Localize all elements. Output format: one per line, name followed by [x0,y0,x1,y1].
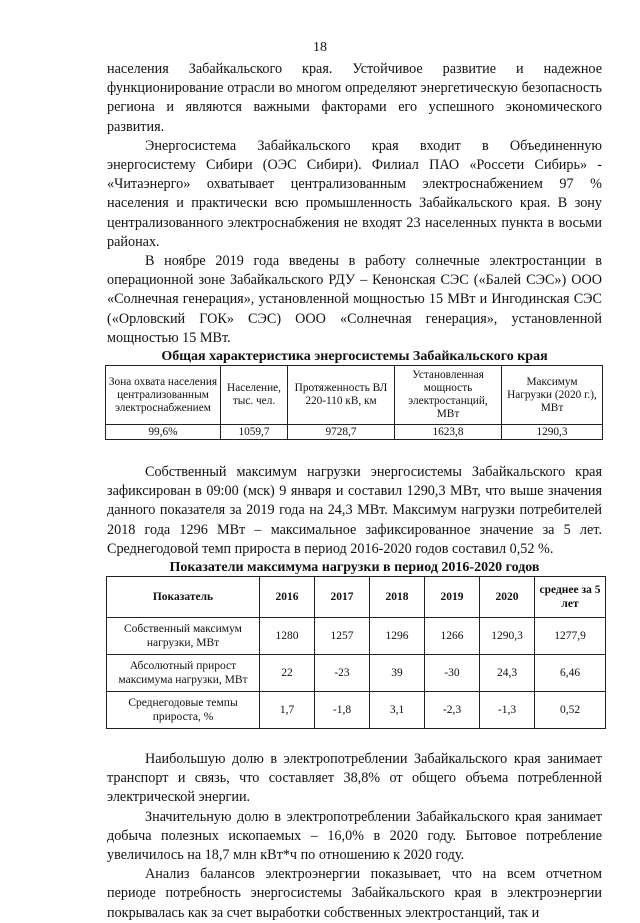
paragraph: Собственный максимум нагрузки энергосистемы Забайкальского края зафиксирован в 09:00 (мск) 9 января и составил 1290,3 МВт, что выше значения данного показателя за 2019 года на 24,3 МВт. Максимум нагрузки потребителей 2018 года 1296 МВт – максимальное зафиксированное значение за 5 лет. Среднегодовой темп прироста в период 2016-2020 годов составил 0,52 %. [107,464,602,557]
table-cell: 1290,3 [502,425,603,440]
table-row [106,425,603,440]
table-cell: 6,46 [535,655,606,692]
column-header: среднее за 5 лет [535,577,606,618]
table-row [107,655,606,692]
table-row [107,692,606,729]
column-header: Зона охвата населения централизованным электроснабжением [106,366,221,425]
paragraph: В ноябре 2019 года введены в работу солнечные электростанции в операционной зоне Забайкальского РДУ – Кенонская СЭС («Балей СЭС») ООО «Солнечная генерация», установленной мощностью 15 МВт и Ингодинская СЭС («Орловский ГОК» СЭС) ООО «Солнечная генерация», установленной мощностью 15 МВт. [107,253,602,346]
table-cell: 1257 [315,618,370,655]
table-cell: 1280 [260,618,315,655]
table-cell: 1290,3 [480,618,535,655]
column-header: Протяженность ВЛ 220-110 кВ, км [288,366,395,425]
column-header: 2016 [260,577,315,618]
table-cell: -23 [315,655,370,692]
table-cell: 0,52 [535,692,606,729]
paragraph: Наибольшую долю в электропотреблении Забайкальского края занимает транспорт и связь, что составляет 38,8% от общего объема потребленной электрической энергии. [107,751,602,806]
table-cell: -1,3 [480,692,535,729]
table-cell: Среднегодовые темпы прироста, % [107,692,260,729]
column-header: Установленная мощность электростанций, МВт [395,366,502,425]
table-cell: 1623,8 [395,425,502,440]
table-cell: 3,1 [370,692,425,729]
grid-characteristics-table [105,365,603,440]
table-cell: 1,7 [260,692,315,729]
column-header: Население, тыс. чел. [221,366,288,425]
column-header: Показатель [107,577,260,618]
column-header: 2020 [480,577,535,618]
table-header-row [106,366,603,425]
paragraph: Анализ балансов электроэнергии показывает, что на всем отчетном периоде потребность энергосистемы Забайкальского края в электроэнергии покрывалась как за счет выработки собственных электростанций, так и [107,866,602,921]
table-cell: -2,3 [425,692,480,729]
column-header: 2019 [425,577,480,618]
table-header-row [107,577,606,618]
table-cell: -30 [425,655,480,692]
table-title: Общая характеристика энергосистемы Забайкальского края [161,349,548,365]
column-header: 2018 [370,577,425,618]
document-body [107,60,602,923]
table-title: Показатели максимума нагрузки в период 2016-2020 годов [169,560,540,576]
table-cell: 1277,9 [535,618,606,655]
table-cell: 39 [370,655,425,692]
table-cell: 99,6% [106,425,221,440]
table-cell: 1296 [370,618,425,655]
table-row [107,618,606,655]
page-number: 18 [313,40,327,55]
paragraph: Энергосистема Забайкальского края входит в Объединенную энергосистему Сибири (ОЭС Сибири). Филиал ПАО «Россети Сибирь» - «Читаэнерго» охватывает централизованным электроснабжением 97 % населения и практически всю промышленность Забайкальского края. В зону централизованного электроснабжения не входят 23 населенных пункта в восьми районах. [107,137,602,250]
paragraph: Значительную долю в электропотреблении Забайкальского края занимает добыча полезных ископаемых – 16,0% в 2020 году. Бытовое потребление увеличилось на 18,7 млн кВт*ч по отношению к 2020 году. [107,808,602,864]
table-cell: -1,8 [315,692,370,729]
table-cell: Собственный максимум нагрузки, МВт [107,618,260,655]
table-cell: 22 [260,655,315,692]
paragraph: населения Забайкальского края. Устойчивое развитие и надежное функционирование отрасли во многом определяют энергетическую безопасность региона и являются важными факторами его успешного экономического развития. [107,61,602,135]
table-cell: 1266 [425,618,480,655]
peak-load-table [106,576,606,729]
column-header: Максимум Нагрузки (2020 г.), МВт [502,366,603,425]
table-cell: 1059,7 [221,425,288,440]
table-cell: Абсолютный прирост максимума нагрузки, МВт [107,655,260,692]
column-header: 2017 [315,577,370,618]
table-cell: 9728,7 [288,425,395,440]
table-cell: 24,3 [480,655,535,692]
